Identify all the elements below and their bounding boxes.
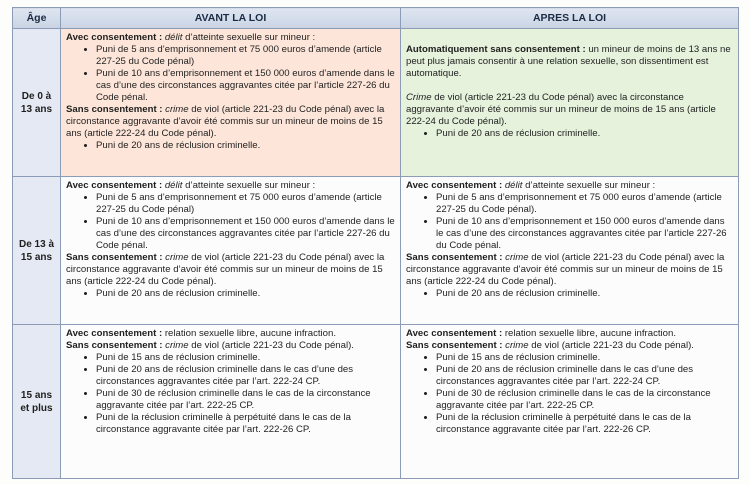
list-item: • Puni de 20 ans de réclusion criminelle.: [96, 288, 396, 300]
list-item: • Puni de la réclusion criminelle à perpétuité dans le cas de la circonstance aggravante citée par l’art. 222-26 CP.: [436, 412, 734, 436]
penalty-list: [406, 352, 734, 436]
before-cell-0-13: [61, 29, 401, 177]
law-comparison-table-wrapper: [12, 7, 738, 479]
header-row: [13, 8, 739, 29]
list-item: • Puni de 20 ans de réclusion criminelle.: [96, 140, 396, 152]
crime-paragraph: Crime de viol (article 221-23 du Code pénal) avec la circonstance aggravante d’avoir été commis sur un mineur de moins de 15 ans (article 222-24 du Code pénal).: [406, 92, 716, 127]
penalty-list: [66, 140, 396, 152]
list-item: • Puni de la réclusion criminelle à perpétuité dans le cas de la circonstance aggravante citée par l’art. 222-26 CP.: [96, 412, 396, 436]
list-item: • Puni de 5 ans d’emprisonnement et 75 000 euros d’amende (article 227-25 du Code pénal): [96, 192, 396, 216]
age-cell-15-plus: [13, 325, 61, 479]
penalty-list: [66, 44, 396, 104]
auto-no-consent-paragraph: Automatiquement sans consentement : un mineur de moins de 13 ans ne peut plus jamais consentir à une relation sexuelle, son dissentiment est automatique.: [406, 44, 731, 79]
age-label-line1: De 13 à: [18, 238, 55, 250]
consent-paragraph: Avec consentement : délit d’atteinte sexuelle sur mineur :: [406, 180, 656, 191]
before-cell-13-15: [61, 177, 401, 325]
list-item: • Puni de 20 ans de réclusion criminelle.: [436, 288, 734, 300]
list-item: • Puni de 5 ans d’emprisonnement et 75 000 euros d’amende (article 227-25 du Code pénal).: [436, 192, 734, 216]
age-cell-13-15: [13, 177, 61, 325]
no-consent-paragraph: Sans consentement : crime de viol (article 221-23 du Code pénal).: [406, 340, 694, 351]
list-item: • Puni de 20 ans de réclusion criminelle.: [436, 128, 734, 140]
list-item: • Puni de 20 ans de réclusion criminelle dans le cas d’une des circonstances aggravantes citée par l’art. 222-24 CP.: [436, 364, 734, 388]
after-cell-0-13: [401, 29, 739, 177]
no-consent-paragraph: Sans consentement : crime de viol (article 221-23 du Code pénal).: [66, 340, 354, 351]
penalty-list: [406, 192, 734, 252]
list-item: • Puni de 15 ans de réclusion criminelle.: [436, 352, 734, 364]
consent-paragraph: Avec consentement : relation sexuelle libre, aucune infraction.: [66, 328, 337, 339]
list-item: • Puni de 10 ans d’emprisonnement et 150 000 euros d’amende dans le cas d’une des circonstances aggravantes citée par l’article 227-26 du Code pénal.: [436, 216, 734, 252]
penalty-list: [406, 128, 734, 140]
list-item: • Puni de 30 de réclusion criminelle dans le cas de la circonstance aggravante citée par l’art. 222-25 CP.: [436, 388, 734, 412]
consent-paragraph: Avec consentement : délit d’atteinte sexuelle sur mineur :: [66, 32, 316, 43]
list-item: • Puni de 20 ans de réclusion criminelle dans le cas d’une des circonstances aggravantes citée par l’art. 222-24 CP.: [96, 364, 396, 388]
penalty-list: [66, 288, 396, 300]
header-before: AVANT LA LOI: [61, 8, 401, 29]
penalty-list: [406, 288, 734, 300]
table-row-0-13: [13, 29, 739, 177]
list-item: • Puni de 10 ans d’emprisonnement et 150 000 euros d’amende dans le cas d’une des circonstances aggravantes citée par l’article 227-26 du Code pénal.: [96, 68, 396, 104]
after-cell-13-15: [401, 177, 739, 325]
age-cell-0-13: [13, 29, 61, 177]
penalty-list: [66, 192, 396, 252]
header-after: APRES LA LOI: [401, 8, 739, 29]
age-label-line1: De 0 à: [21, 90, 52, 102]
list-item: • Puni de 30 de réclusion criminelle dans le cas de la circonstance aggravante citée par l’art. 222-25 CP.: [96, 388, 396, 412]
table-row-15-plus: [13, 325, 739, 479]
consent-paragraph: Avec consentement : délit d’atteinte sexuelle sur mineur :: [66, 180, 316, 191]
age-label-line2: 15 ans: [20, 251, 53, 263]
no-consent-paragraph: Sans consentement : crime de viol (article 221-23 du Code pénal) avec la circonstance aggravante d’avoir été commis sur un mineur de moins de 15 ans (article 222-24 du Code pénal).: [66, 104, 385, 139]
list-item: • Puni de 10 ans d’emprisonnement et 150 000 euros d’amende dans le cas d’une des circonstances aggravantes citée par l’article 227-26 du Code pénal.: [96, 216, 396, 252]
no-consent-paragraph: Sans consentement : crime de viol (article 221-23 du Code pénal) avec la circonstance aggravante d’avoir été commis sur un mineur de moins de 15 ans (article 222-24 du Code pénal).: [406, 252, 725, 287]
age-label-line2: 13 ans: [20, 103, 53, 115]
age-label-line1: 15 ans: [20, 389, 53, 401]
header-age: Âge: [13, 8, 61, 29]
after-cell-15-plus: [401, 325, 739, 479]
consent-paragraph: Avec consentement : relation sexuelle libre, aucune infraction.: [406, 328, 677, 339]
penalty-list: [66, 352, 396, 436]
law-comparison-table: [12, 7, 739, 479]
before-cell-15-plus: [61, 325, 401, 479]
list-item: • Puni de 5 ans d’emprisonnement et 75 000 euros d’amende (article 227-25 du Code pénal): [96, 44, 396, 68]
list-item: • Puni de 15 ans de réclusion criminelle.: [96, 352, 396, 364]
table-row-13-15: [13, 177, 739, 325]
no-consent-paragraph: Sans consentement : crime de viol (article 221-23 du Code pénal) avec la circonstance aggravante d’avoir été commis sur un mineur de moins de 15 ans (article 222-24 du Code pénal).: [66, 252, 385, 287]
age-label-line2: et plus: [20, 402, 53, 414]
